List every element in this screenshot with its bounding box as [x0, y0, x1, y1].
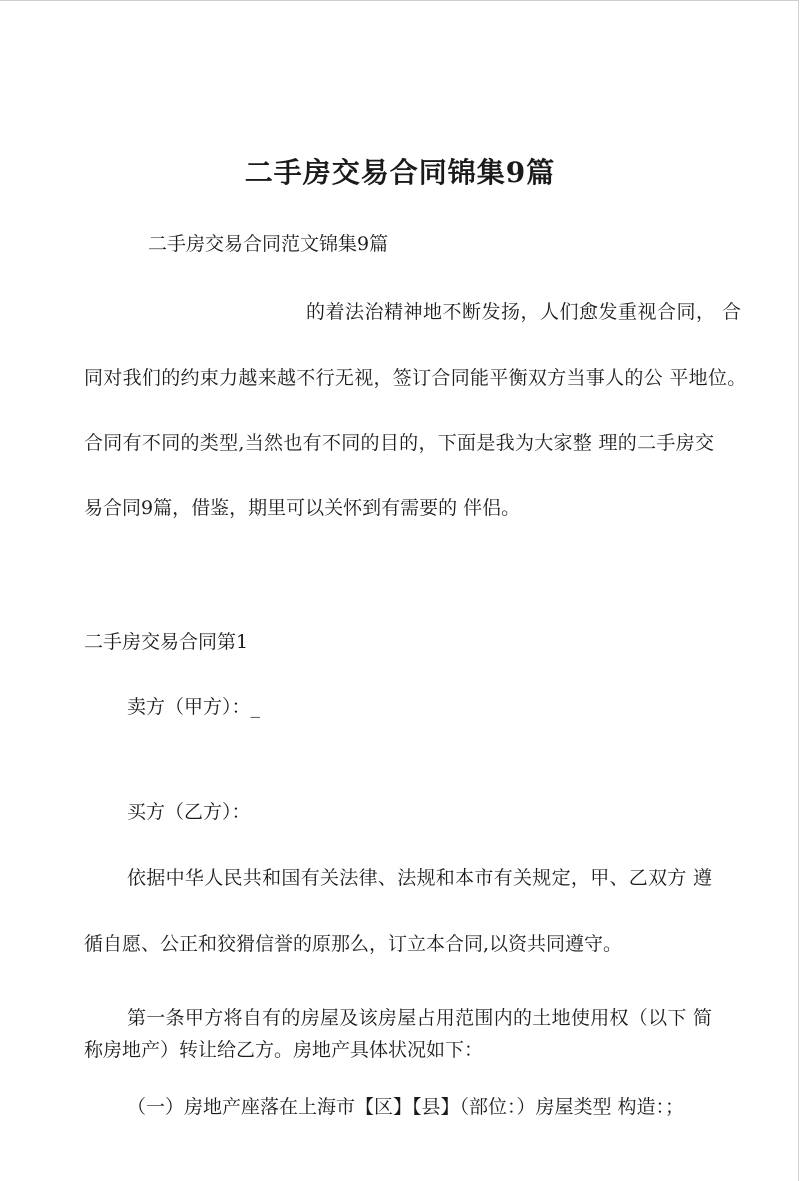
intro-line-3: 合同有不同的类型,当然也有不同的目的，下面是我为大家整 理的二手房交	[84, 432, 715, 454]
document-subtitle: 二手房交易合同范文锦集9篇	[148, 233, 389, 255]
basis-line-1: 依据中华人民共和国有关法律、法规和本市有关规定，甲、乙双方 遵	[127, 867, 713, 889]
basis-line-2: 循自愿、公正和狡猾信誉的原那么，订立本合同,以资共同遵守。	[84, 933, 623, 955]
intro-line-4: 易合同9篇，借鉴，期里可以关怀到有需要的 伴侣。	[84, 497, 521, 519]
buyer-label: 买方（乙方）：	[127, 801, 251, 823]
document-title: 二手房交易合同锦集9篇	[244, 156, 556, 189]
intro-line-2: 同对我们的约束力越来越不行无视，签订合同能平衡双方当事人的公 平地位。	[84, 367, 747, 389]
section-heading: 二手房交易合同第1	[84, 631, 249, 653]
intro-line-1: 的着法治精神地不断发扬，人们愈发重视合同， 合	[306, 301, 742, 323]
seller-label: 卖方（甲方）：_	[127, 696, 261, 718]
item-1: （一）房地产座落在上海市【区】【县】（部位：）房屋类型 构造：；	[127, 1096, 685, 1118]
article-1-line-2: 称房地产）转让给乙方。房地产具体状况如下：	[84, 1039, 484, 1061]
article-1-line-1: 第一条甲方将自有的房屋及该房屋占用范围内的土地使用权（以下 简	[127, 1007, 713, 1029]
